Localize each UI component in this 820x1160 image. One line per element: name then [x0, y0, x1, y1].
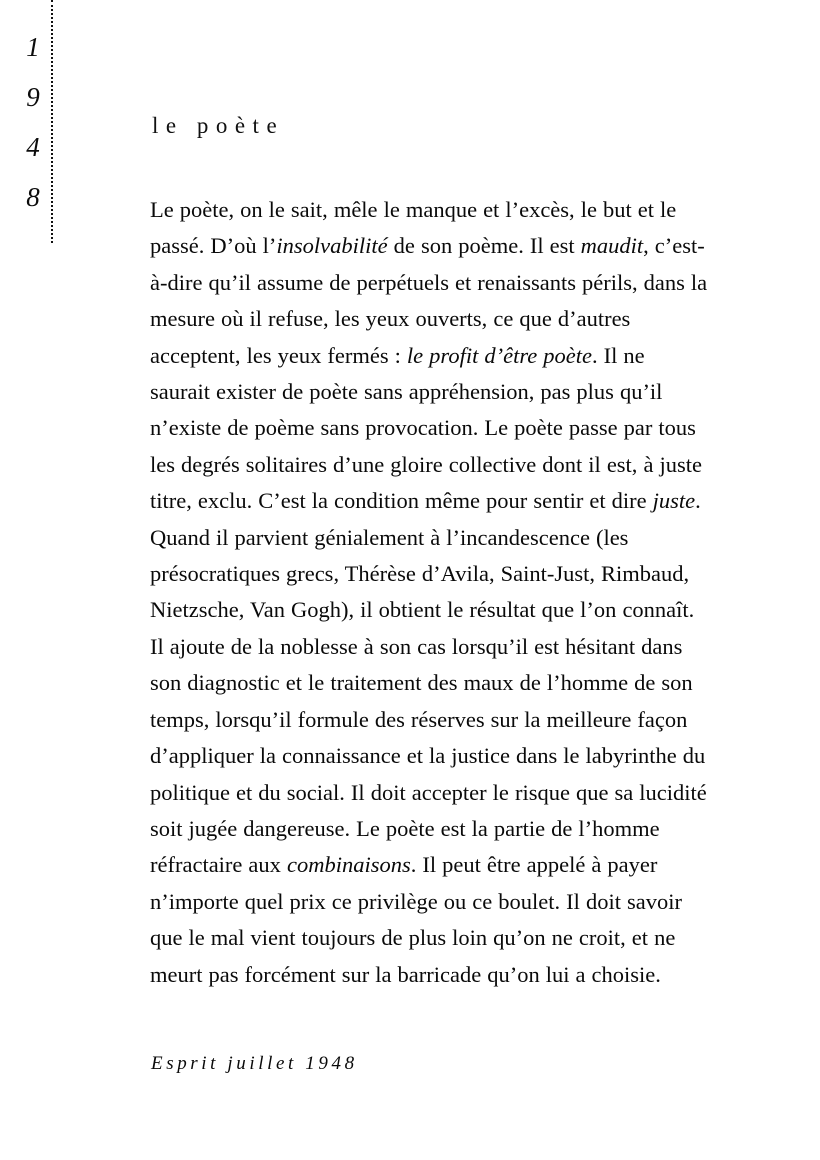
body-text-run: de son poème. Il est — [387, 233, 581, 259]
body-italic-run: juste — [652, 488, 696, 514]
year-digit-4: 4 — [26, 132, 40, 162]
year-digit-1: 1 — [26, 32, 40, 62]
source-attribution: Esprit juillet 1948 — [151, 1053, 358, 1074]
body-italic-run: combinaisons — [286, 852, 411, 878]
year-digit-8: 8 — [26, 182, 40, 212]
body-text-run: , c’est-à-dire qu’il assume de perpétuels et renaissants périls, dans la mesure où il refuse, les yeux ouverts, ce que d’autres acceptent, les yeux fermés : — [150, 233, 708, 368]
body-text-run: Le poète, on le sait, mêle le manque et l’excès, le but et le passé. D’où l’ — [150, 197, 677, 259]
body-italic-run: insolvabilité — [276, 233, 388, 259]
page-title: le poète — [152, 113, 285, 138]
body-text-run: . Il ne saurait exister de poète sans appréhension, pas plus qu’il n’existe de poème sans provocation. Le poète passe par tous les degrés solitaires d’une gloire collective dont il est, à juste titre, exclu. C’est la condition même pour sentir et dire — [150, 342, 702, 514]
body-paragraph — [150, 192, 708, 993]
body-italic-run: maudit — [580, 233, 644, 259]
body-text-run: . Il peut être appelé à payer n’importe quel prix ce privilège ou ce boulet. Il doit savoir que le mal vient toujours de plus loin qu’on ne croit, et ne meurt pas forcément sur la barricade qu’on lui a choisie. — [150, 852, 682, 987]
body-italic-run: le profit d’être poète — [406, 342, 592, 368]
body-text-run: . Quand il parvient génialement à l’incandescence (les présocratiques grecs, Thérèse d’Avila, Saint-Just, Rimbaud, Nietzsche, Van Gogh), il obtient le résultat que l’on connaît. Il ajoute de la noblesse à son cas lorsqu’il est hésitant dans son diagnostic et le traitement des maux de l’homme de son temps, lorsqu’il formule des réserves sur la meilleure façon d’appliquer la connaissance et la justice dans le labyrinthe du politique et du social. Il doit accepter le risque que sa lucidité soit jugée dangereuse. Le poète est la partie de l’homme réfractaire aux — [150, 488, 707, 878]
article-body — [150, 192, 708, 993]
year-digit-9: 9 — [26, 82, 40, 112]
margin-year-1948 — [10, 22, 56, 222]
